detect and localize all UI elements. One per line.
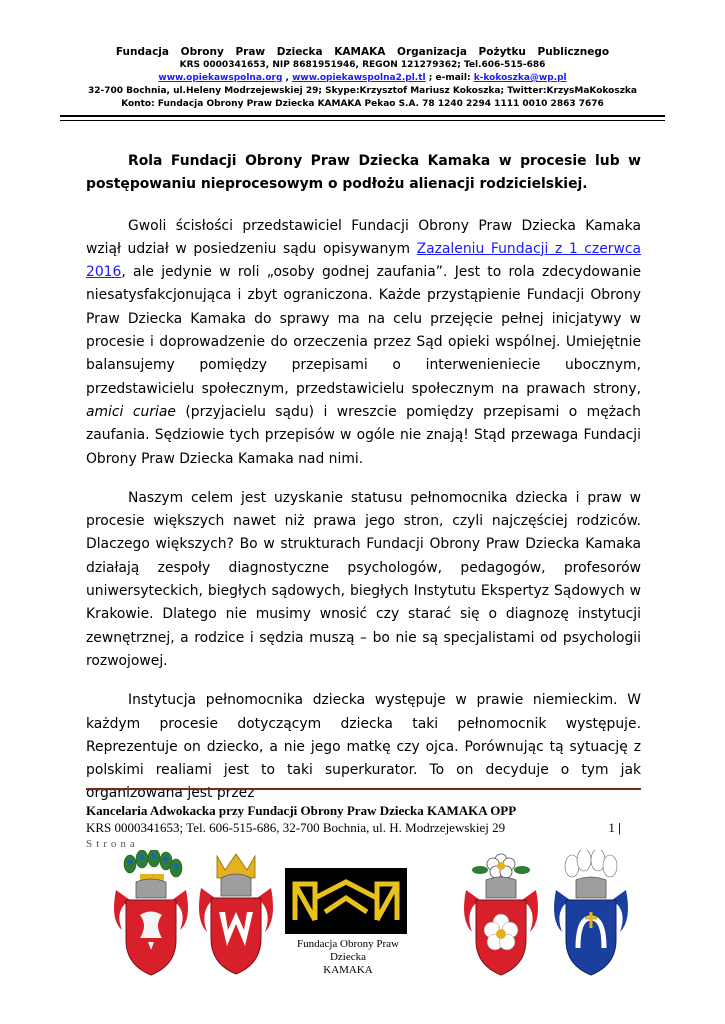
paragraph-1-text-c: (przyjacielu sądu) i wreszcie pomiędzy przepisami o mężach zaufania. Sędziowie tych przepisów w ogóle nie znają! Stąd przewaga Fundacji Obrony Praw Dziecka Kamaka nad nimi.	[86, 403, 641, 467]
registration-line: KRS 0000341653, NIP 8681951946, REGON 121279362; Tel.606-515-686	[179, 60, 546, 70]
header-divider	[60, 115, 665, 121]
page-footer	[86, 788, 641, 853]
page-word: Strona	[86, 838, 139, 850]
logo-caption	[278, 938, 418, 977]
page-number-separator: |	[614, 820, 621, 835]
page-number	[608, 819, 621, 836]
footer-office-name: Kancelaria Adwokacka przy Fundacji Obrony Praw Dziecka KAMAKA OPP	[86, 803, 517, 818]
paragraph-1-text-a: Gwoli ścisłości przedstawiciel Fundacji Obrony Praw Dziecka Kamaka wziął udział w posiedzeniu sądu opisywanym	[86, 217, 641, 257]
document-body	[86, 150, 641, 822]
logo-caption-line-2: KAMAKA	[323, 964, 373, 976]
org-name: Fundacja Obrony Praw Dziecka KAMAKA Organizacja Pożytku Publicznego	[115, 46, 610, 58]
peacock-crest-icon	[110, 850, 192, 980]
footer-contact: KRS 0000341653; Tel. 606-515-686, 32-700 Bochnia, ul. H. Modrzejewskiej 29	[86, 820, 506, 835]
document-title: Rola Fundacji Obrony Praw Dziecka Kamaka w procesie lub w postępowaniu nieprocesowym o podłożu alienacji rodzicielskiej.	[86, 153, 641, 193]
blue-crest-icon	[550, 850, 632, 980]
contact-line	[60, 72, 665, 85]
email-label: ; e-mail:	[425, 73, 474, 83]
page-number-value: 1	[608, 820, 615, 835]
paragraph-1	[86, 215, 641, 471]
paragraph-2: Naszym celem jest uzyskanie statusu pełnomocnika dziecka i praw w procesie większych nawet niż prawa jego stron, czyli najczęściej rodziców. Dlaczego większych? Bo w strukturach Fundacji Obrony Praw Dziecka Kamaka działają zespoły diagnostyczne psychologów, pedagogów, profesorów uniwersyteckich, biegłych sądowych, biegłych Instytutu Ekspertyz Sądowych w Krakowie. Dlatego nie musimy wnosić czy starać się o diagnozę instytucji zewnętrznej, a rodzice i sędzia muszą – bo nie są specjalistami od psychologii rozwojowej.	[86, 489, 641, 669]
amici-curiae-term: amici curiae	[86, 403, 176, 420]
paragraph-3: Instytucja pełnomocnika dziecka występuje w prawie niemieckim. W każdym procesie dotyczącym dziecka taki pełnomocnik występuje. Reprezentuje on dziecko, a nie jego matkę czy ojca. Porównując tą sytuację z polskimi realiami jest to taki superkurator. To on decyduje o tym jak organizowana jest przez	[86, 692, 641, 802]
account-line: Konto: Fundacja Obrony Praw Dziecka KAMAKA Pekao S.A. 78 1240 2294 1111 0010 2863 7676	[121, 99, 604, 109]
logo-caption-line-1: Fundacja Obrony Praw Dziecka	[296, 938, 400, 963]
website-link-2[interactable]: www.opiekawspolna2.pl.tl	[292, 73, 426, 83]
letterhead	[60, 45, 665, 121]
footer-divider	[86, 788, 641, 792]
complaint-link[interactable]: Zazaleniu Fundacji z 1 czerwca 2016	[86, 240, 641, 281]
w-crest-icon	[195, 850, 277, 980]
footer-contact-row	[86, 819, 641, 836]
website-link-1[interactable]: www.opiekawspolna.org	[158, 73, 283, 83]
paragraph-1-text-b: , ale jedynie w roli „osoby godnej zaufania”. Jest to rola zdecydowanie niesatysfakcjonująca i zbyt ograniczona. Każde przystąpienie Fundacji Obrony Praw Dziecka Kamaka do sprawy ma na celu przejęcie pełnej inicjatywy w procesie i doprowadzenie do orzeczenia przez Sąd opieki wspólnej. Umiejętnie balansujemy pomiędzy przepisami o interwenieniecie ubocznym, przedstawicielu społecznym, przedstawicielu społecznym na prawach strony,	[86, 264, 641, 397]
rose-crest-icon	[460, 850, 542, 980]
email-link[interactable]: k-kokoszka@wp.pl	[473, 73, 567, 83]
link-separator: ,	[282, 73, 293, 83]
address-line: 32-700 Bochnia, ul.Heleny Modrzejewskiej 29; Skype:Krzysztof Mariusz Kokoszka; Twitter:KrzysMaKokoszka	[87, 86, 637, 96]
kamaka-logo-icon	[285, 868, 407, 934]
